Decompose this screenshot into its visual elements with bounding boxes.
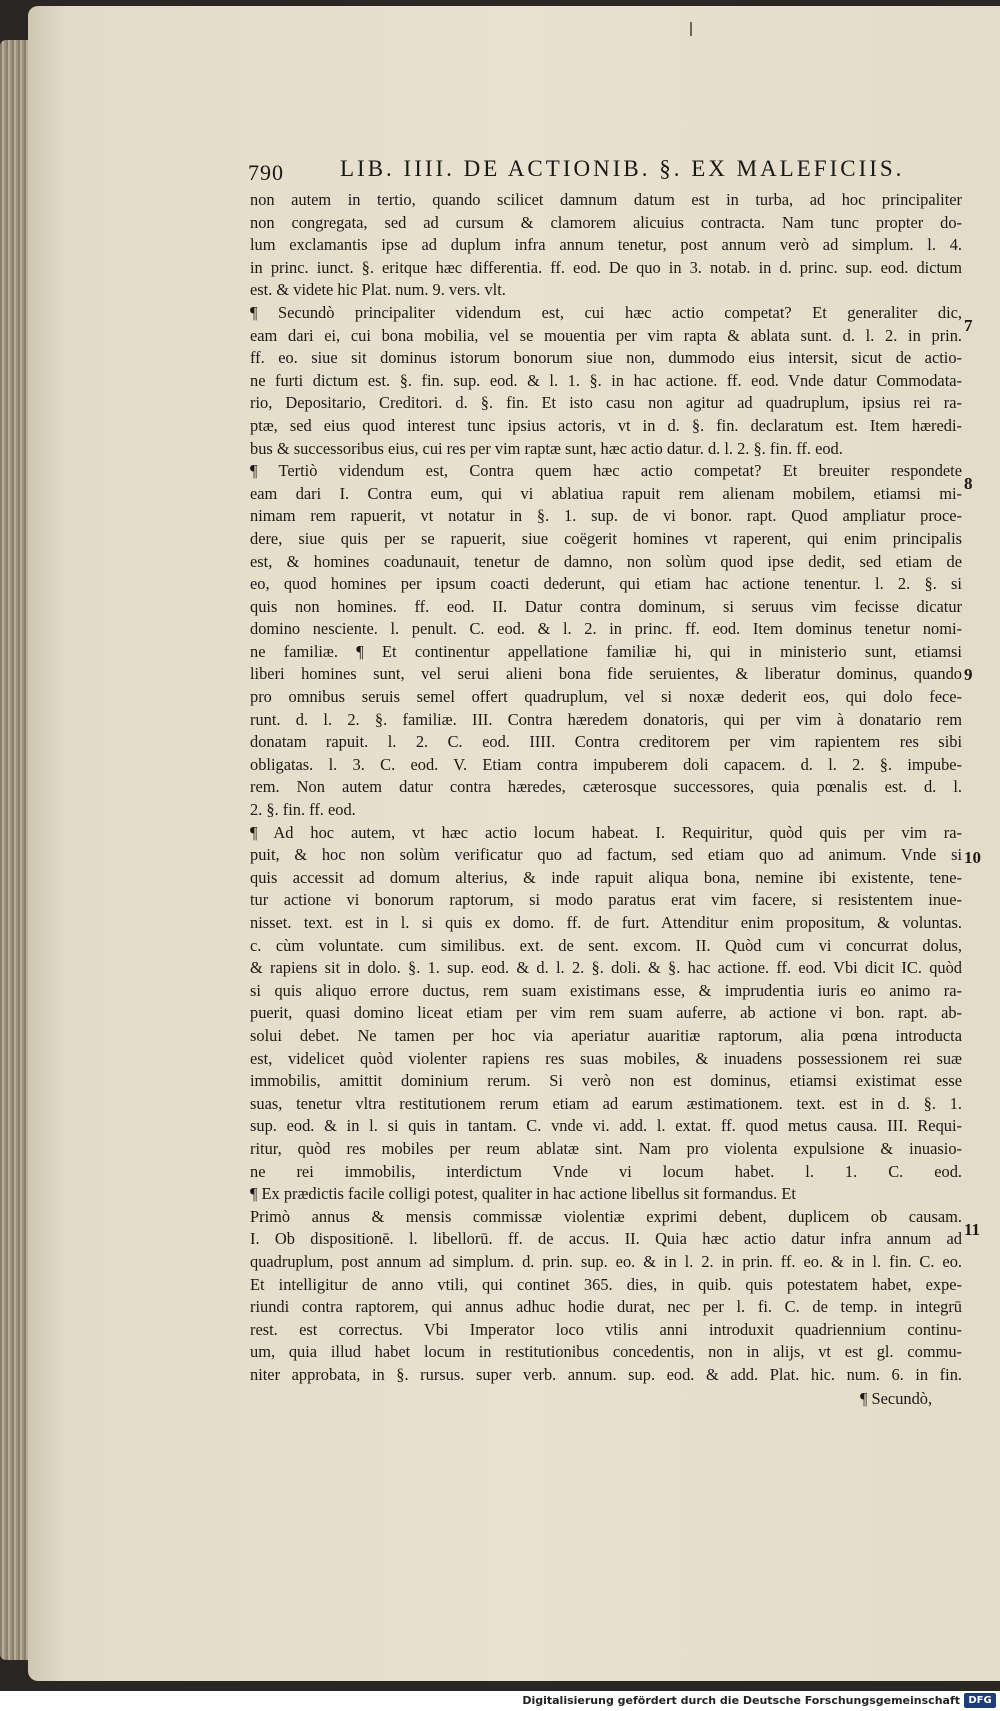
footer-credit: Digitalisierung gefördert durch die Deutsche Forschungsgemeinschaft [522, 1694, 960, 1707]
text-line: 2. §. fin. ff. eod. [250, 800, 356, 820]
margin-number-9: 9 [964, 665, 973, 684]
text-line: quadruplum, post annum ad simplum. d. prin. sup. eo. & in l. 2. in prin. ff. eo. & in l. fin. C. eo. [250, 1251, 962, 1271]
margin-number-8: 8 [964, 474, 973, 493]
text-line: eam dari I. Contra eum, qui vi ablatiua rapuit rem alienam mobilem, etiamsi mi- [250, 483, 962, 503]
text-line: quis non homines. ff. eod. II. Datur contra dominum, si seruus vim fecisse dicatur [250, 596, 962, 616]
text-line: est, videlicet quòd violenter rapiens res suas mobiles, & inuadens possessionem rei suæ [250, 1048, 962, 1068]
margin-number-10: 10 [964, 848, 981, 867]
text-line: est. & videte hic Plat. num. 9. vers. vlt. [250, 280, 506, 300]
text-line: non congregata, sed ad cursum & clamorem alicuius contracta. Nam tunc propter do- [250, 212, 962, 232]
text-line: est, & homines coadunauit, tenetur de damno, non solùm quod ipse dedit, sed etiam de [250, 551, 962, 571]
text-line: quis accessit ad domum alterius, & inde rapuit aliqua bona, nemine ibi existente, tene- [250, 867, 962, 887]
text-line: ¶ Ad hoc autem, vt hæc actio locum habeat. I. Requiritur, quòd quis per vim ra- [250, 822, 962, 842]
text-line: runt. d. l. 2. §. familiæ. III. Contra hæredem donatoris, qui per vim à donatario rem [250, 709, 962, 729]
margin-number-7: 7 [964, 316, 973, 335]
text-line: obligatas. l. 3. C. eod. V. Etiam contra impuberem doli capacem. d. l. 2. §. impube- [250, 754, 962, 774]
text-line: ritur, quòd res mobiles per reum ablatæ sint. Nam pro violenta expulsione & inuasio- [250, 1138, 962, 1158]
text-line: niter approbata, in §. rursus. super verb. annum. sup. eod. & add. Plat. hic. num. 6. in fin. [250, 1364, 962, 1384]
text-line: ne rei immobilis, interdictum Vnde vi locum habet. l. 1. C. eod. [250, 1161, 962, 1181]
text-line: Primò annus & mensis commissæ violentiæ exprimi debent, duplicem ob causam. [250, 1206, 962, 1226]
text-line: ¶ Tertiò videndum est, Contra quem hæc actio competat? Et breuiter respondete [250, 461, 962, 481]
text-line: si quis aliquo errore ductus, rem suam existimans esse, & imprudentia iuris eo animo ra- [250, 980, 962, 1000]
text-line: suas, tenetur vltra restitutionem rerum etiam ad earum æstimationem. text. est in d. §. 1. [250, 1093, 962, 1113]
text-line: nimam rem rapuerit, vt notatur in §. 1. sup. de vi bonor. rapt. Quod ampliatur proce- [250, 506, 962, 526]
text-line: puerit, quasi domino liceat etiam per vim rem suam auferre, ab actione vi bon. rapt. ab- [250, 1003, 962, 1023]
text-line: rio, Depositario, Creditori. d. §. fin. Et isto casu non agitur ad quadruplum, ipsius rei ra- [250, 393, 962, 413]
dfg-logo: DFG [964, 1693, 996, 1708]
text-line: eam dari ei, cui bona mobilia, vel se mouentia per vim rapta & ablata sunt. d. l. 2. in prin. [250, 325, 962, 345]
text-line: solui debet. Ne tamen per hoc via aperiatur auaritiæ raptorum, alia pœna introducta [250, 1025, 962, 1045]
text-line: c. cùm voluntate. cum similibus. ext. de sent. excom. II. Quòd cum vi concurrat dolus, [250, 935, 962, 955]
running-title: LIB. IIII. DE ACTIONIB. §. EX MALEFICIIS. [340, 156, 905, 181]
text-line: rem. Non autem datur contra hæredes, cæterosque successores, quia pœnalis est. d. l. [250, 777, 962, 797]
text-line: immobilis, amittit dominium rerum. Si verò non est dominus, etiamsi existimat esse [250, 1071, 962, 1091]
text-line: & rapiens sit in dolo. §. 1. sup. eod. & d. l. 2. §. doli. & §. hac actione. ff. eod. Vbi dicit IC. quòd [250, 958, 962, 978]
text-line: ptæ, sed eius quod interest tunc ipsius actoris, vt in d. §. fin. declaratum est. Item hæredi- [250, 415, 962, 435]
text-line: in princ. iunct. §. eritque hæc differentia. ff. eod. De quo in 3. notab. in d. princ. sup. eod. dictum [250, 257, 962, 277]
margin-number-11: 11 [964, 1220, 981, 1239]
text-line: tur actione vi bonorum raptorum, si modo paratus erat vim facere, si resistentem inue- [250, 890, 962, 910]
text-line: ff. eo. siue sit dominus istorum bonorum siue non, dummodo eius intersit, sicut de actio- [250, 348, 962, 368]
text-line: ne furti dictum est. §. fin. sup. eod. & l. 1. §. in hac actione. ff. eod. Vnde datur Commodata- [250, 370, 962, 390]
text-line: donatam rapuit. l. 2. C. eod. IIII. Contra creditorem per vim rapientem res sibi [250, 732, 962, 752]
text-line: sup. eod. & in l. si quis in tantam. C. vnde vi. add. l. extat. ff. quod metus causa. III. Requi- [250, 1116, 962, 1136]
text-line: liberi homines sunt, vel serui alieni bona fide seruientes, & liberatur dominus, quando [250, 664, 962, 684]
text-line: eo, quod homines per ipsum coacti dederunt, qui etiam hac actione tenentur. l. 2. §. si [250, 574, 962, 594]
page-number: 790 [248, 160, 284, 185]
text-line: Et intelligitur de anno vtili, qui continet 365. dies, in quib. quis potestatem habet, expe- [250, 1274, 962, 1294]
text-line: ¶ Secundò principaliter videndum est, cui hæc actio competat? Et generaliter dic, [250, 302, 962, 322]
text-line: riundi contra raptorem, qui annus adhuc hodie durat, nec per l. fi. C. de temp. in integrū [250, 1297, 962, 1317]
text-line: lum exclamantis ipse ad duplum infra annum tenetur, post annum verò ad simplum. l. 4. [250, 235, 962, 255]
text-line: puit, & hoc non solùm verificatur quo ad factum, sed etiam quo ad animum. Vnde si [250, 845, 962, 865]
page-mark [690, 22, 692, 36]
text-line: ne familiæ. ¶ Et continentur appellatione familiæ hi, qui in ministerio sunt, etiamsi [250, 641, 962, 661]
text-line: nisset. text. est in l. si quis ex domo. ff. de furt. Attenditur enim propositum, & voluntas. [250, 913, 962, 932]
text-line: domino nesciente. l. penult. C. eod. & l. 2. in princ. ff. eod. Item dominus tenetur nomi- [250, 619, 962, 639]
catchword: ¶ Secundò, [860, 1388, 933, 1408]
text-line: dere, siue quis per se rapuerit, siue coëgerit homines vt raperent, qui enim principalis [250, 528, 962, 548]
body-text [250, 189, 962, 1709]
text-line: rest. est correctus. Vbi Imperator loco vtilis anni introduxit quadriennium continu- [250, 1319, 962, 1339]
text-line: I. Ob dispositionē. l. libellorū. ff. de accus. II. Quia hæc actio datur infra annum ad [250, 1229, 962, 1249]
text-line: um, quia illud habet locum in restitutionibus concedentis, non in alijs, vt est gl. commu- [250, 1342, 962, 1362]
text-line: ¶ Ex prædictis facile colligi potest, qualiter in hac actione libellus sit formandus. Et [250, 1184, 796, 1204]
text-line: non autem in tertio, quando scilicet damnum datum est in turba, ad hoc principaliter [250, 190, 962, 209]
text-line: bus & successoribus eius, cui res per vim raptæ sunt, hæc actio datur. d. l. 2. §. fin. ff. eod. [250, 438, 843, 458]
text-line: pro omnibus seruis semel offert quadruplum, vel si noxæ dederit eos, qui dolo fece- [250, 687, 962, 707]
